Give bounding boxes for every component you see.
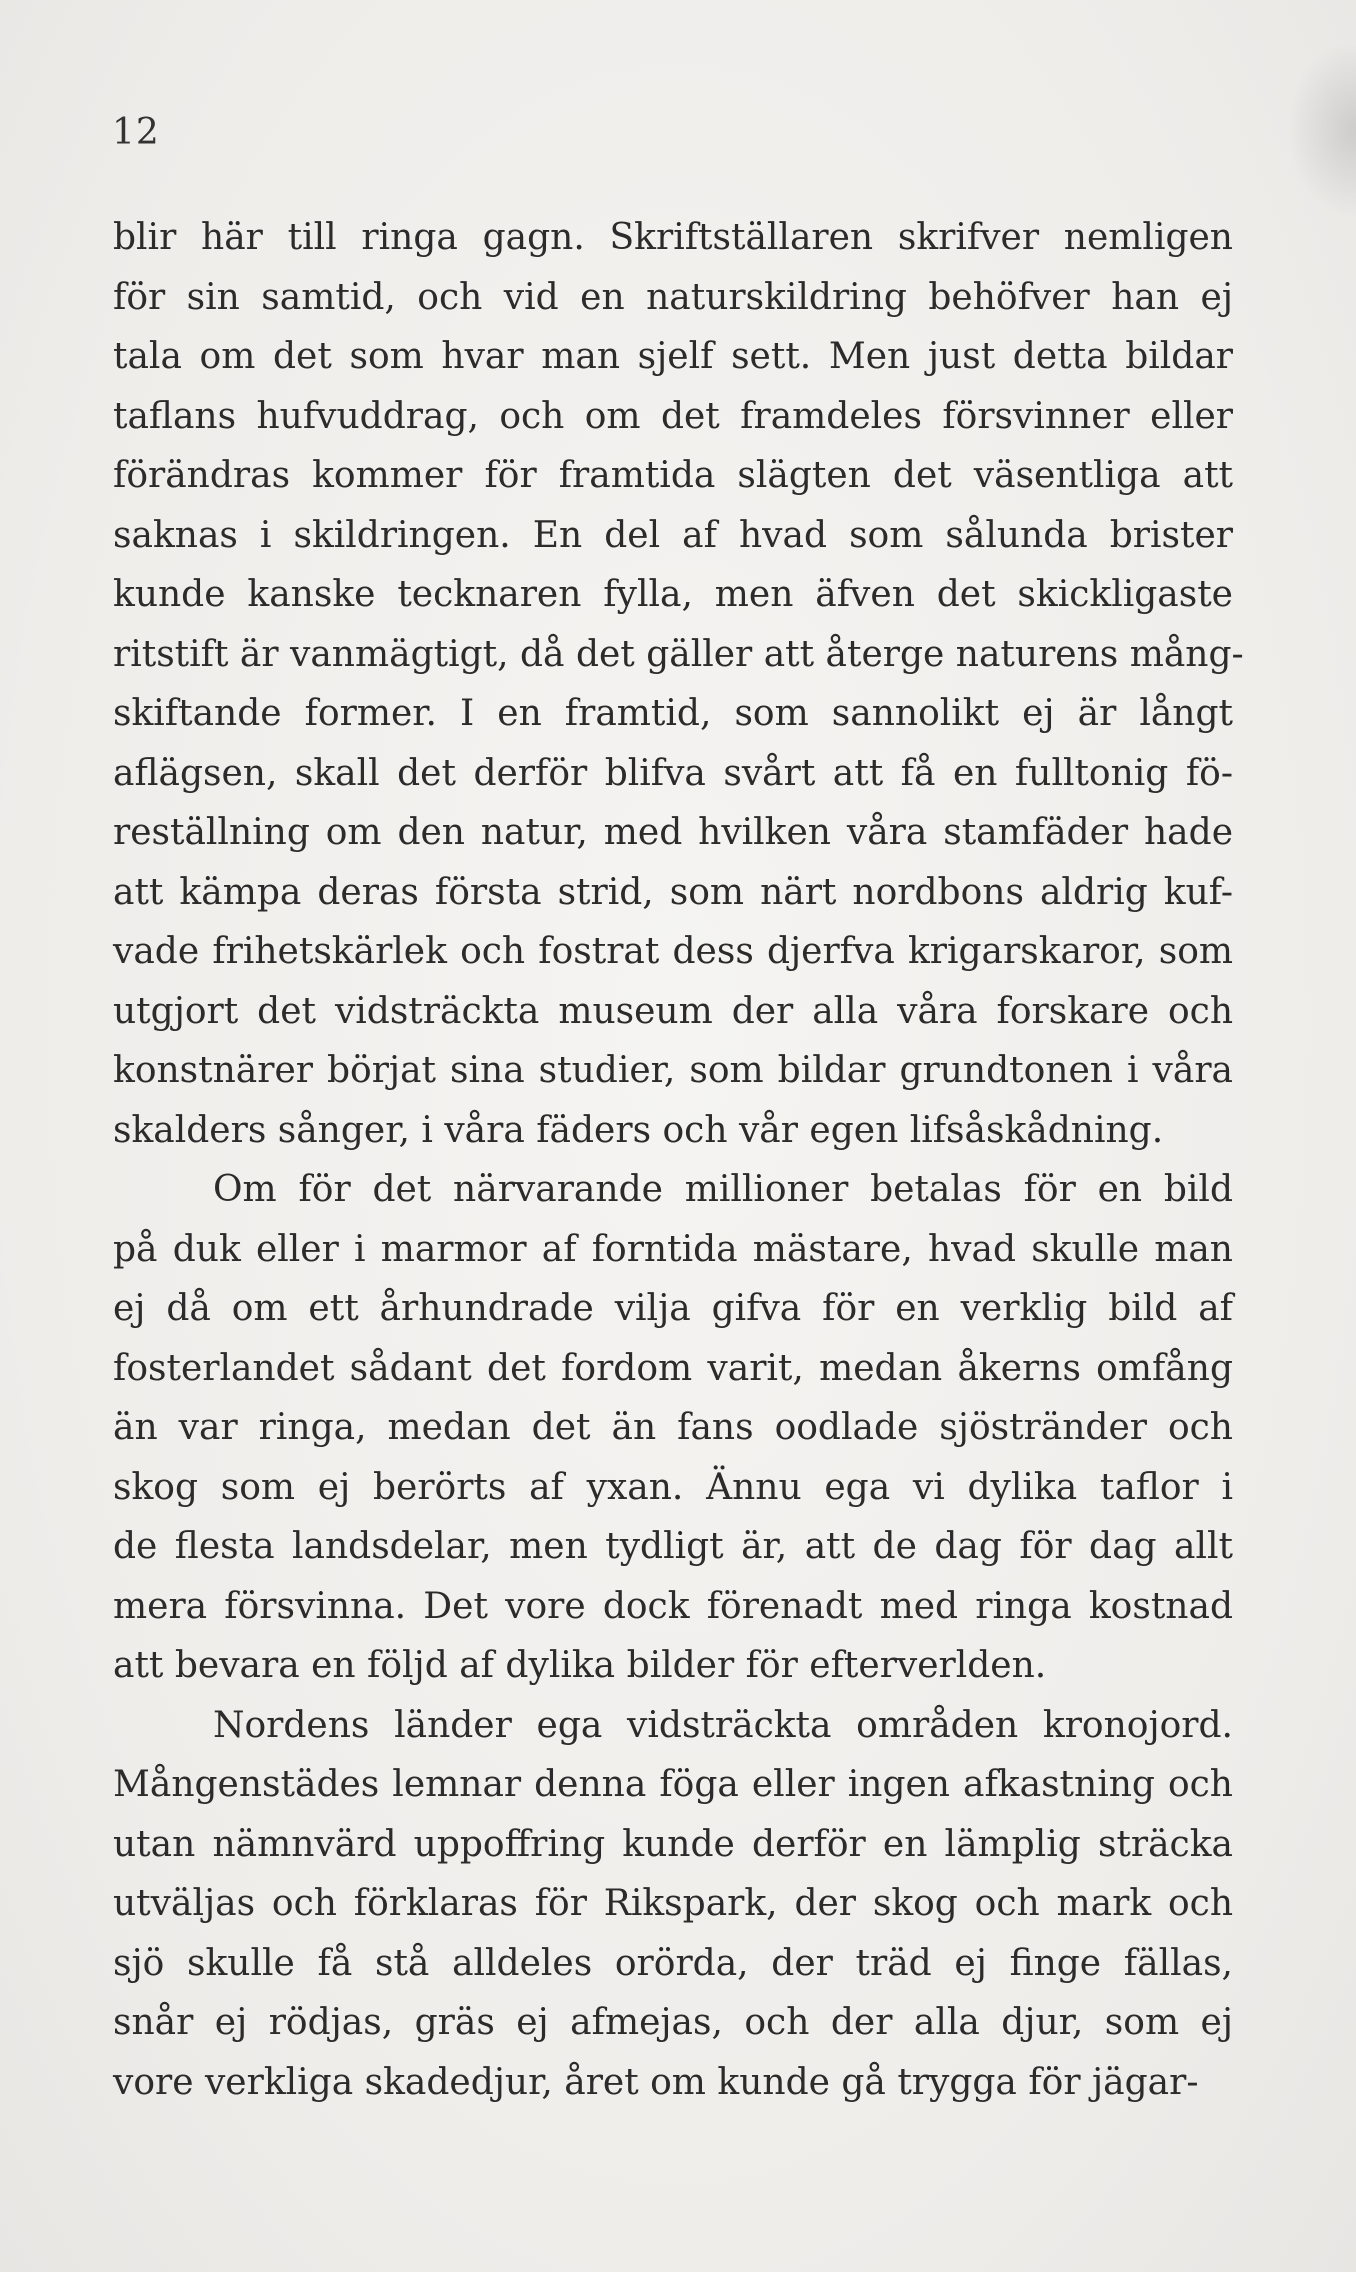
text-line: förändras kommer för framtida slägten det väsentliga att [113,455,1233,496]
text-line: saknas i skildringen. En del af hvad som sålunda brister [113,514,1233,556]
text-line: för sin samtid, och vid en naturskildring behöfver han ej [113,276,1233,318]
text-line: snår ej rödjas, gräs ej afmejas, och der alla djur, som ej [113,2002,1233,2043]
paragraph [113,1696,1233,2113]
body-text [113,208,1244,2112]
text-line: taflans hufvuddrag, och om det framdeles försvinner eller [113,395,1233,437]
text-line: fosterlandet sådant det fordom varit, medan åkerns omfång [113,1347,1233,1389]
page-number: 12 [112,112,160,153]
text-line: utan nämnvärd uppoffring kunde derför en lämplig sträcka [113,1823,1233,1865]
text-line: de flesta landsdelar, men tydligt är, att de dag för dag allt [113,1526,1233,1567]
text-line: att kämpa deras första strid, som närt nordbons aldrig kuf- [113,871,1233,913]
text-line: vore verkliga skadedjur, året om kunde gå trygga för jägar- [113,2061,1199,2103]
text-line: skog som ej berörts af yxan. Ännu ega vi dylika taflor i [113,1466,1233,1508]
text-line: utväljas och förklaras för Rikspark, der skog och mark och [113,1883,1233,1924]
text-line: reställning om den natur, med hvilken våra stamfäder hade [113,812,1233,853]
text-line: kunde kanske tecknaren fylla, men äfven det skickligaste [113,574,1233,615]
text-line: att bevara en följd af dylika bilder för efterverlden. [113,1645,1047,1686]
text-line: Nordens länder ega vidsträckta områden kronojord. [213,1704,1233,1746]
text-line: blir här till ringa gagn. Skriftställaren skrifver nemligen [113,217,1233,258]
paragraph [113,208,1244,1160]
text-line: vade frihetskärlek och fostrat dess djerfva krigarskaror, som [113,931,1233,972]
text-line: Om för det närvarande millioner betalas för en bild [213,1169,1233,1210]
text-line: mera försvinna. Det vore dock förenadt med ringa kostnad [113,1585,1233,1627]
text-line: sjö skulle få stå alldeles orörda, der träd ej finge fällas, [113,1942,1233,1984]
page-edge-shadow [1286,40,1356,220]
text-line: tala om det som hvar man sjelf sett. Men just detta bildar [113,336,1233,377]
text-line: Mångenstädes lemnar denna föga eller ingen afkastning och [113,1764,1233,1805]
text-line: aflägsen, skall det derför blifva svårt att få en fulltonig fö- [113,752,1233,794]
text-line: skalders sånger, i våra fäders och vår egen lifsåskådning. [113,1109,1164,1151]
text-line: skiftande former. I en framtid, som sannolikt ej är långt [113,693,1233,734]
text-line: ritstift är vanmägtigt, då det gäller att återge naturens mång- [113,633,1244,675]
text-line: utgjort det vidsträckta museum der alla våra forskare och [113,990,1233,1032]
text-line: konstnärer börjat sina studier, som bildar grundtonen i våra [113,1050,1233,1091]
text-line: på duk eller i marmor af forntida mästare, hvad skulle man [113,1228,1233,1270]
text-line: än var ringa, medan det än fans oodlade sjöstränder och [113,1407,1233,1448]
text-line: ej då om ett århundrade vilja gifva för en verklig bild af [113,1288,1233,1329]
paragraph [113,1160,1233,1696]
